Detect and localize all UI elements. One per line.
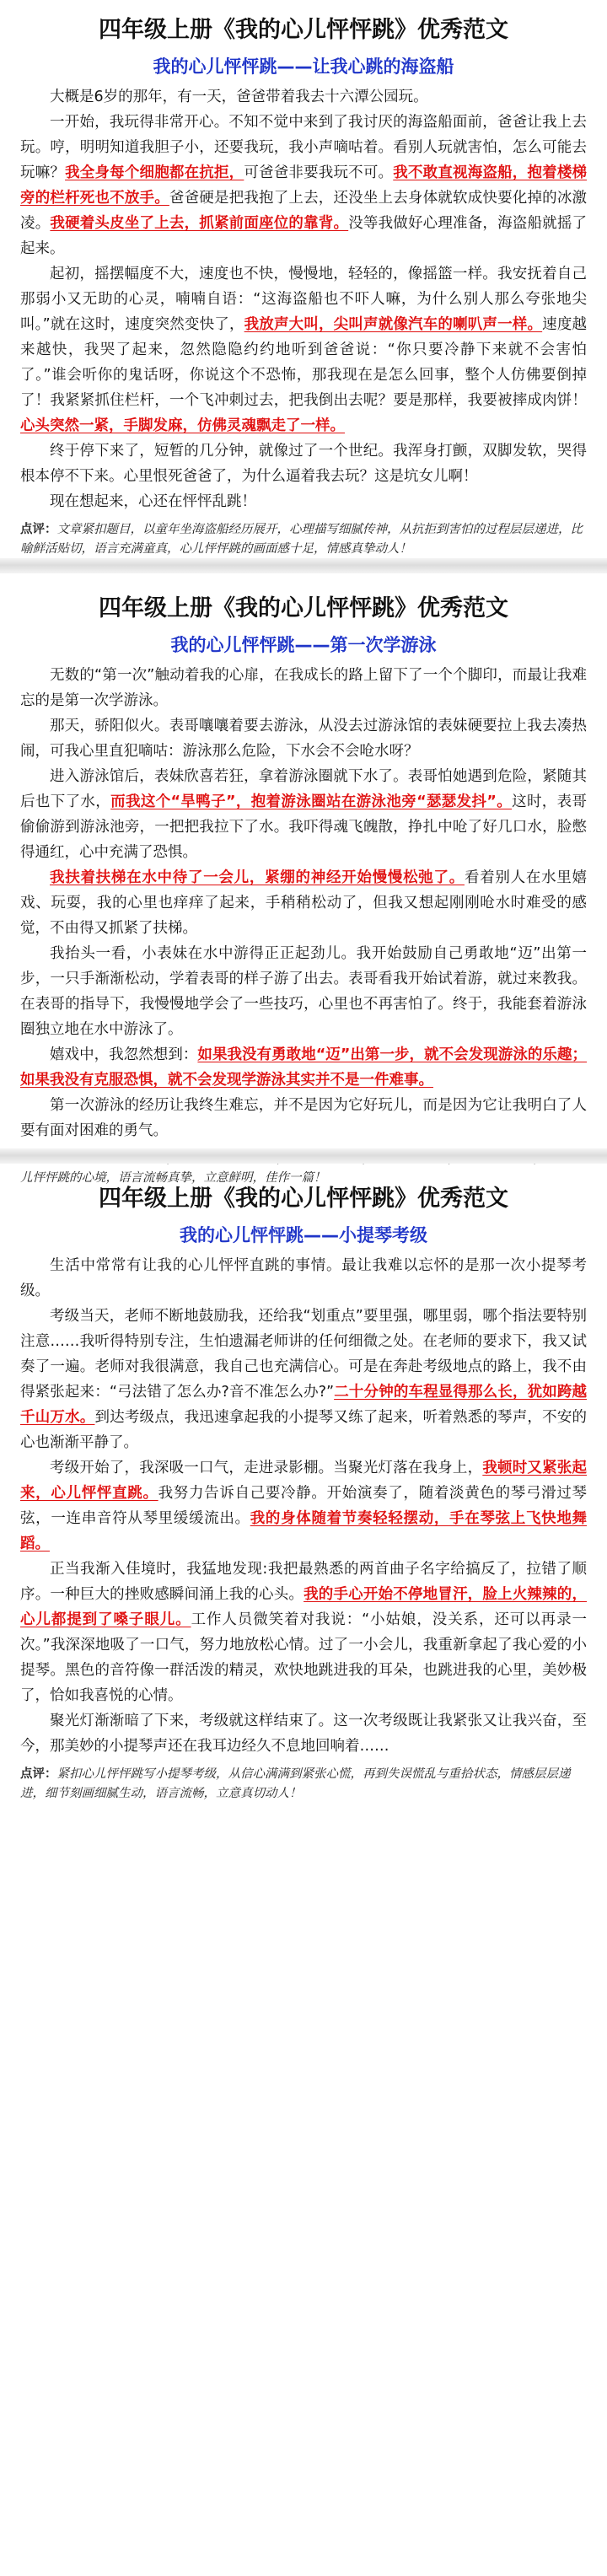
essay-title: 四年级上册《我的心儿怦怦跳》优秀范文 <box>99 17 508 43</box>
paragraph-text: 聚光灯渐渐暗了下来，考级就这样结束了。这一次考级既让我紧张又让我兴奋，至今，那美妙的小提琴声还在我耳边经久不息地回响着…… <box>20 1713 587 1755</box>
paragraph <box>20 713 587 764</box>
paragraph-text: 我抬头一看，小表妹在水中游得正正起劲儿。我开始鼓励自己勇敢地“迈”出第一步，一只手渐渐松动，学着表哥的样子游了出去。表哥看我开始试着游，就过来教我。在表哥的指导下，我慢慢地学会了一些技巧，心里也不再害怕了。终于，我能套着游泳圈独立地在水中游泳了。 <box>20 945 587 1038</box>
paragraph-text: 现在想起来，心还在怦怦乱跳！ <box>50 493 256 510</box>
paragraph-text: 考级开始了，我深吸一口气，走进录影棚。当聚光灯落在我身上， <box>50 1460 483 1476</box>
paragraph <box>20 1093 587 1143</box>
paragraph <box>20 1304 587 1455</box>
paragraph-text: 进入游泳馆后，表妹欣喜若狂，拿着游泳圈就下水了。表哥怕她遇到危险，紧随其后也下了水， <box>20 768 587 810</box>
paragraph <box>20 489 587 514</box>
review-comment <box>20 519 587 559</box>
paragraph <box>20 941 587 1042</box>
highlighted-sentence: 我顿时又紧张起来，心儿怦怦直跳。 <box>20 1460 588 1502</box>
paragraph <box>20 1708 587 1759</box>
highlighted-sentence: 我的身体随着节奏轻轻摆动，手在琴弦上飞快地舞蹈。 <box>20 1510 588 1552</box>
essay-title: 四年级上册《我的心儿怦怦跳》优秀范文 <box>99 1186 508 1212</box>
review-comment <box>20 1764 587 1804</box>
essay-body <box>20 663 587 1143</box>
highlighted-sentence: 我硬着头皮坐了上去，抓紧前面座位的靠背。 <box>50 215 349 232</box>
paragraph-text: 正当我渐入佳境时，我猛地发现:我把最熟悉的两首曲子名字给搞反了，拉错了顺序。一种巨大的挫败感瞬间涌上我的心头。 <box>20 1561 587 1603</box>
paragraph-text: 工作人员微笑着对我说：“小姑娘，没关系，还可以再录一次。”我深深地吸了一口气，努力地放松心情。过了一小会儿，我重新拿起了我心爱的小提琴。黑色的音符像一群活泼的精灵，欢快地跳进我的耳朵，也跳进我的心里，美妙极了，恰如我喜悦的心情。 <box>20 1611 587 1704</box>
paragraph <box>20 438 587 489</box>
highlighted-sentence: 我全身每个细胞都在抗拒， <box>65 164 244 181</box>
paragraph-text: 终于停下来了，短暂的几分钟，就像过了一个世纪。我浑身打颤，双脚发软，哭得根本停不下来。心里恨死爸爸了，为什么逼着我去玩？这是坑女儿啊！ <box>20 443 587 485</box>
essay-body <box>20 84 587 514</box>
paragraph-text: 起初，摇摆幅度不大，速度也不快，慢慢地，轻轻的，像摇篮一样。我安抚着自己那弱小又无助的心灵，喃喃自语：“这海盗船也不吓人嘛，为什么别人那么夸张地尖叫。”就在这时，速度突然变快了， <box>20 266 587 333</box>
paragraph-text: 速度越来越快，我哭了起来，忽然隐隐约约地听到爸爸说：“你只要冷静下来就不会害怕了。”谁会听你的鬼话呀，你说这个不恐怖，那我现在是怎么回事，整个人仿佛要倒掉了！我紧紧抓住栏杆，一个飞冲刺过去，把我倒出去呢？要是那样，我要被摔成肉饼！ <box>20 316 587 409</box>
paragraph-text: 一开始，我玩得非常开心。不知不觉中来到了我讨厌的海盗船面前，爸爸让我上去玩。哼，明明知道我胆子小，还要我玩，我小声嘀咕着。看别人玩就害怕，怎么可能去玩嘛？ <box>20 114 587 181</box>
paragraph-text: 这时，表哥偷偷游到游泳池旁，一把把我拉下了水。我吓得魂飞魄散，挣扎中呛了好几口水，脸憋得通红，心中充满了恐惧。 <box>20 793 588 861</box>
paragraph-text: 嬉戏中，我忽然想到： <box>50 1046 198 1063</box>
paragraph <box>20 865 587 941</box>
paragraph <box>20 1042 587 1093</box>
paragraph-text: 无数的“第一次”触动着我的心扉，在我成长的路上留下了一个个脚印，而最让我难忘的是第一次学游泳。 <box>20 667 587 709</box>
paragraph <box>20 110 587 261</box>
paragraph-text: 爸爸硬是把我抱了上去，还没坐上去身体就软成快要化掉的冰激凌。 <box>20 190 588 232</box>
paragraph <box>20 764 587 865</box>
essay-section-1 <box>0 0 607 567</box>
paragraph <box>20 1557 587 1708</box>
highlighted-sentence: 我扶着扶梯在水中待了一会儿，紧绷的神经开始慢慢松弛了。 <box>50 869 465 886</box>
essay-section-3 <box>0 1157 607 2576</box>
essay-body <box>20 1253 587 1759</box>
paragraph-text: 看着别人在水里嬉戏、玩耍，我的心里也痒痒了起来，手稍稍松动了，但我又想起刚刚呛水时难受的感觉，不由得又抓紧了扶梯。 <box>20 869 588 937</box>
highlighted-sentence: 而我这个“旱鸭子”，抱着游泳圈站在游泳池旁“瑟瑟发抖”。 <box>110 793 513 810</box>
highlighted-sentence: 我不敢直视海盗船，抱着楼梯旁的栏杆死也不放手。 <box>20 164 588 207</box>
review-text: 儿怦怦跳的心境，语言流畅真挚，立意鲜明，佳作一篇！ <box>20 1171 326 1185</box>
review-text: 紧扣心儿怦怦跳写小提琴考级，从信心满满到紧张心慌，再到失误慌乱与重拾状态，情感层层递进，细节刻画细腻生动，语言流畅，立意真切动人！ <box>20 1767 571 1800</box>
highlighted-sentence: 我放声大叫，尖叫声就像汽车的喇叭声一样。 <box>244 316 543 333</box>
highlighted-sentence: 我的手心开始不停地冒汗，脸上火辣辣的，心儿都提到了嗓子眼儿。 <box>20 1586 587 1628</box>
review-label: 点评： <box>20 522 57 536</box>
paragraph <box>20 261 587 438</box>
paragraph-text: 大概是6岁的那年，有一天，爸爸带着我去十六潭公园玩。 <box>50 89 428 105</box>
paragraph <box>20 663 587 713</box>
highlighted-sentence: 心头突然一紧，手脚发麻，仿佛灵魂飘走了一样。 <box>20 417 345 434</box>
essay-section-2 <box>0 567 607 1185</box>
paragraph <box>20 1455 587 1557</box>
paragraph-text: 第一次游泳的经历让我终生难忘，并不是因为它好玩儿，而是因为它让我明白了人要有面对困难的勇气。 <box>20 1097 587 1139</box>
paragraph-text: 我努力告诉自己要冷静。开始演奏了，随着淡黄色的琴弓滑过琴弦，一连串音符从琴里缓缓流出。 <box>20 1485 587 1527</box>
review-text: 文章紧扣题目，以童年坐海盗船经历展开，心理描写细腻传神，从抗拒到害怕的过程层层递进，比喻鲜活贴切，语言充满童真，心儿怦怦跳的画面感十足，情感真挚动人！ <box>20 523 583 556</box>
highlighted-sentence: 如果我没有勇敢地“迈”出第一步，就不会发现游泳的乐趣；如果我没有克服恐惧，就不会发现学游泳其实并不是一件难事。 <box>20 1046 587 1089</box>
essay-title: 四年级上册《我的心儿怦怦跳》优秀范文 <box>99 595 508 621</box>
paragraph-text: 生活中常常有让我的心儿怦怦直跳的事情。最让我难以忘怀的是那一次小提琴考级。 <box>20 1257 587 1299</box>
paragraph-text: 那天，骄阳似火。表哥嚷嚷着要去游泳，从没去过游泳馆的表妹硬要拉上我去凑热闹，可我心里直犯嘀咕：游泳那么危险，下水会不会呛水呀？ <box>20 718 587 760</box>
paragraph-text: 可爸爸非要我玩不可。 <box>244 164 394 181</box>
essay-subtitle: 我的心儿怦怦跳——第一次学游泳 <box>170 635 437 655</box>
paragraph-text: 到达考级点，我迅速拿起我的小提琴又练了起来，听着熟悉的琴声，不安的心也渐渐平静了。 <box>20 1409 588 1451</box>
paragraph-text: 考级当天，老师不断地鼓励我，还给我“划重点”要里强，哪里弱，哪个指法要特别注意……我听得特别专注，生怕遗漏老师讲的任何细微之处。在老师的要求下，我又试奏了一遍。老师对我很满意，我自己也充满信心。可是在奔赴考级地点的路上，我不由得紧张起来：“弓法错了怎么办?音不准怎么办?” <box>20 1308 587 1401</box>
essay-subtitle: 我的心儿怦怦跳——小提琴考级 <box>180 1225 427 1245</box>
paragraph-text: 没等我做好心理准备，海盗船就摇了起来。 <box>20 215 588 257</box>
essay-subtitle: 我的心儿怦怦跳——让我心跳的海盗船 <box>153 56 454 77</box>
highlighted-sentence: 二十分钟的车程显得那么长，犹如跨越千山万水。 <box>20 1384 588 1426</box>
paragraph <box>20 1253 587 1304</box>
paragraph <box>20 84 587 110</box>
review-label: 点评： <box>20 1767 57 1781</box>
